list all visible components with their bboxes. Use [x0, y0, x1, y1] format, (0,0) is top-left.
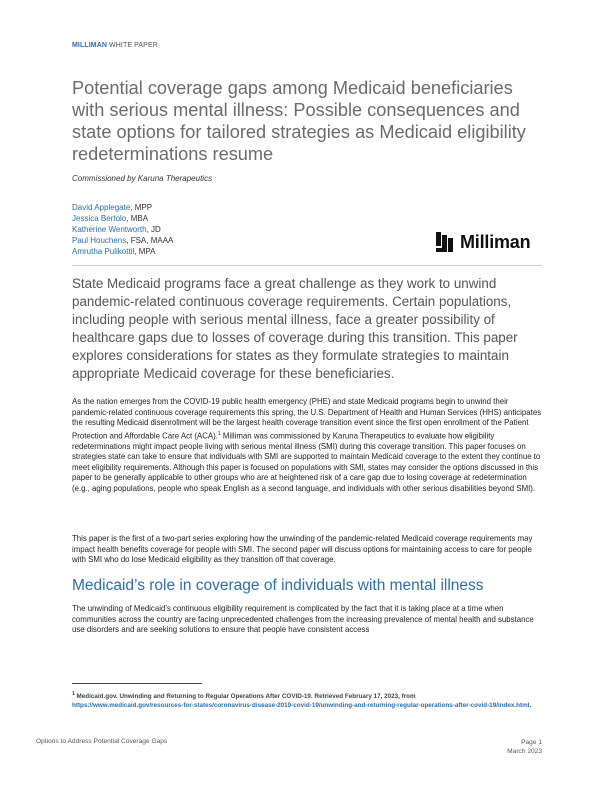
- footnote-divider: [72, 683, 202, 684]
- author-entry: [72, 213, 173, 224]
- author-link[interactable]: Amrutha Pulikottil: [72, 247, 135, 256]
- document-header: [72, 42, 158, 49]
- lede-paragraph: State Medicaid programs face a great challenge as they work to unwind pandemic-related continuous coverage requirements. Certain populations, including people with serious mental illness, face a greater possibility of healthcare gaps due to losses of coverage during this transition. This paper explores considerations for states as they formulate strategies to maintain appropriate Medicaid coverage for these beneficiaries.: [72, 276, 518, 381]
- paragraph-text: As the nation emerges from the COVID-19 public health emergency (PHE) and state Medicaid programs begin to unwind their pandemic-related continuous coverage requirements this spring, the U.S. Department of Health and Human Services (HHS) anticipates the resulting Medicaid disenrollment will be the largest health coverage transition event since the first open enrollment of the Patient Protection and Affordable Care Act (ACA).: [72, 397, 542, 441]
- footnote: [72, 690, 542, 710]
- author-link[interactable]: Paul Houchens: [72, 236, 127, 245]
- author-link[interactable]: Jessica Bertolo: [72, 214, 127, 223]
- footnote-marker[interactable]: 1: [217, 430, 221, 437]
- author-credentials: , JD: [146, 225, 161, 234]
- footnote-end: .: [529, 702, 532, 710]
- milliman-logo-icon: [436, 232, 456, 252]
- page-number: Page 1: [521, 739, 542, 746]
- body-paragraph-1: [72, 397, 542, 494]
- author-credentials: , MPA: [134, 247, 156, 256]
- author-entry: [72, 224, 173, 235]
- author-link[interactable]: Katherine Wentworth: [72, 225, 147, 234]
- body-paragraph-2: This paper is the first of a two-part series exploring how the unwinding of the pandemic-related Medicaid coverage requirements may impact health benefits coverage for people with SMI. The second paper will discuss options for maintaining access to care for people with SMI who do lose Medicaid eligibility as they transition off that coverage.: [72, 534, 533, 564]
- author-credentials: , FSA, MAAA: [126, 236, 174, 245]
- footnote-text: Medicaid.gov. Unwinding and Returning to Regular Operations After COVID-19. Retrieved February 17, 2023, from: [74, 693, 416, 701]
- footer-date: March 2023: [507, 748, 542, 755]
- author-entry: [72, 235, 173, 246]
- footnote-number: 1: [72, 691, 75, 697]
- author-entry: [72, 246, 173, 257]
- body-paragraph-3: The unwinding of Medicaid’s continuous eligibility requirement is complicated by the fact that it is taking place at a time when communities across the country are facing unprecedented challenges from the increasing prevalence of mental health and substance use disorders and are seeking solutions to ensure that people have consistent access: [72, 604, 534, 634]
- author-list: [72, 202, 173, 257]
- milliman-logo: [436, 231, 530, 253]
- header-brand: MILLIMAN: [72, 42, 108, 49]
- logo-wordmark: Milliman: [460, 231, 531, 252]
- document-title: Potential coverage gaps among Medicaid beneficiaries with serious mental illness: Possible consequences and state options for tailored strategies as Medicaid eligibility redeterminations resume: [72, 78, 526, 164]
- footer-meta: [507, 738, 542, 756]
- paragraph-text: Milliman was commissioned by Karuna Therapeutics to evaluate how eligibility redeterminations might impact people living with serious mental illness (SMI) during this coverage transition. This paper focuses on strategies state can take to ensure that individuals with SMI are supported to maintain Medicaid coverage to the extent they continue to meet eligibility requirements. Although this paper is focused on populations with SMI, states may consider the options discussed in this paper to be generally applicable to other groups who are at heightened risk of a care gap due to losing coverage at redetermination (e.g., aging populations, people who speak English as a second language, and individuals with other serious disabilities beyond SMI).: [72, 431, 541, 493]
- footer-title: Options to Address Potential Coverage Gaps: [36, 738, 168, 745]
- author-entry: [72, 202, 173, 213]
- header-label: WHITE PAPER: [107, 42, 158, 49]
- footnote-link[interactable]: https://www.medicaid.gov/resources-for-states/coronavirus-disease-2019-covid-19/unwinding-and-returning-regular-operations-after-covid-19/index.html: [72, 702, 530, 710]
- author-link[interactable]: David Applegate: [72, 203, 131, 212]
- section-heading: Medicaid’s role in coverage of individuals with mental illness: [72, 577, 484, 594]
- author-credentials: , MBA: [126, 214, 149, 223]
- commissioned-by: Commissioned by Karuna Therapeutics: [72, 174, 213, 183]
- author-credentials: , MPP: [130, 203, 153, 212]
- section-divider: [72, 265, 542, 266]
